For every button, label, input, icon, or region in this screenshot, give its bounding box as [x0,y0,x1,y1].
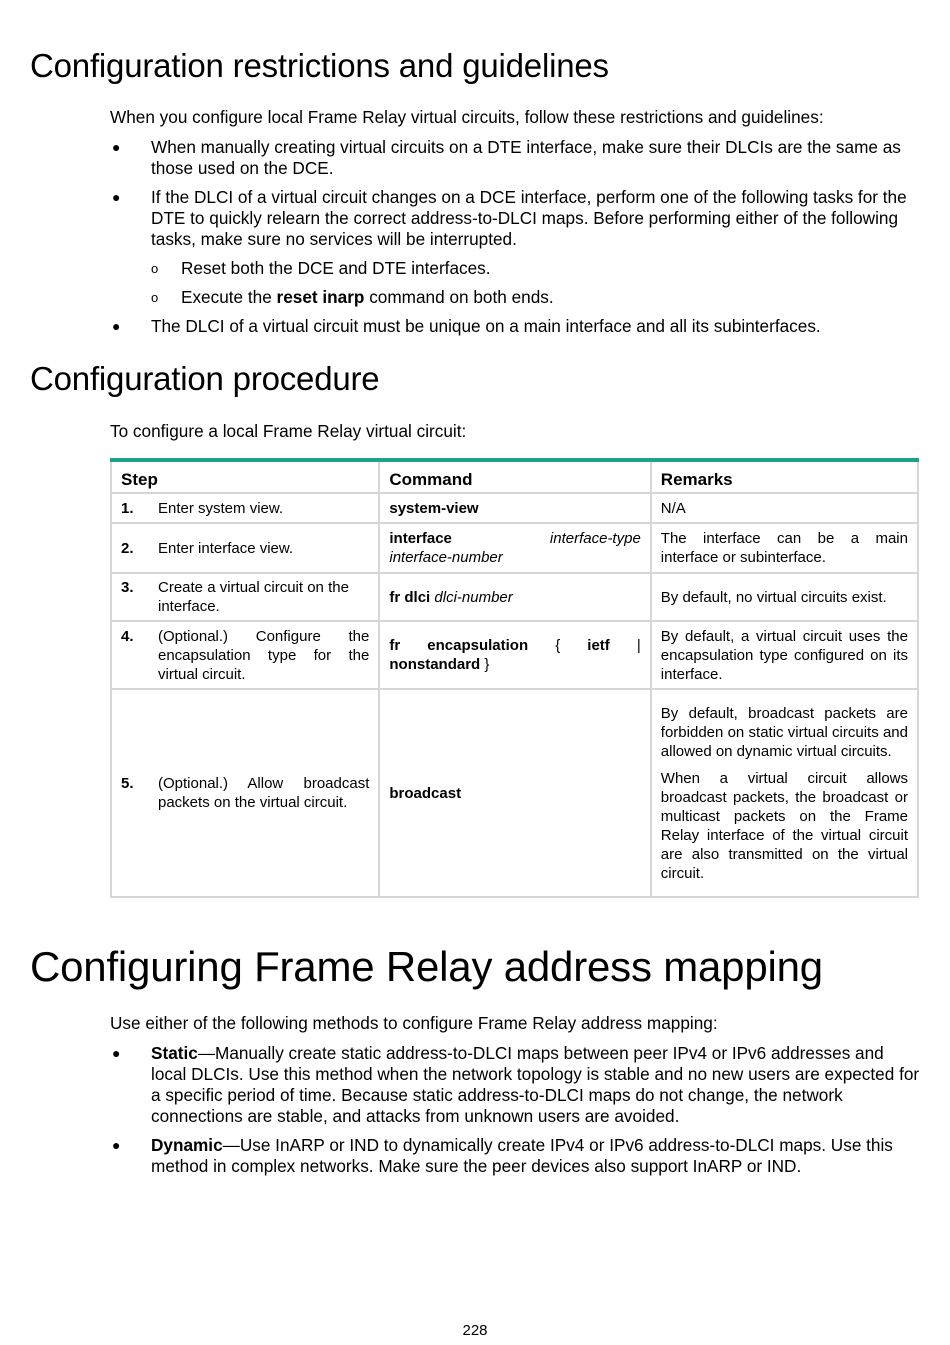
bullet-icon: ● [112,318,121,334]
sub-list [151,258,920,308]
step-cell: 5. (Optional.) Allow broadcast packets on the virtual circuit. [111,689,379,897]
section-title-procedure: Configuration procedure [30,360,380,397]
list-item: ● If the DLCI of a virtual circuit changes on a DCE interface, perform one of the following tasks for the DTE to quickly relearn the correct address-to-DLCI maps. Before performing either of the following tasks, make sure no services will be interrupted. o Reset both the DCE and DTE interfaces. o Execute the reset inarp command on both ends. [110,187,920,308]
sub-list-item: o Reset both the DCE and DTE interfaces. [151,258,491,278]
procedure-intro: To configure a local Frame Relay virtual circuit: [110,421,467,441]
table-row [111,689,918,897]
page-number: 228 [462,1322,488,1339]
circle-bullet-icon: o [151,261,159,276]
bullet-icon: ● [112,1045,121,1061]
command-cell: broadcast [379,689,650,897]
remarks-cell: By default, broadcast packets are forbidden on static virtual circuits and allowed on dynamic virtual circuits. When a virtual circuit allows broadcast packets, the broadcast or multicast packets on the Frame Relay interface of the virtual circuit are also transmitted on the virtual circuit. [651,689,918,897]
section-title-address-mapping: Configuring Frame Relay address mapping [30,943,823,990]
table-row [111,621,918,689]
remarks-cell: The interface can be a main interface or subinterface. [651,523,918,573]
remarks-cell: By default, a virtual circuit uses the encapsulation type configured on its interface. [651,621,918,689]
procedure-table [110,458,919,898]
restrictions-list [110,137,920,345]
header-step: Step [111,460,379,493]
address-mapping-intro: Use either of the following methods to configure Frame Relay address mapping: [110,1013,718,1033]
step-cell: 4. (Optional.) Configure the encapsulation type for the virtual circuit. [111,621,379,689]
arg-interface-type: interface-type [549,530,641,547]
sub-list-item: o Execute the reset inarp command on both ends. [151,287,554,307]
bullet-icon: ● [112,1137,121,1153]
step-cell: 1. Enter system view. [111,493,379,523]
list-item: ● Static—Manually create static address-to-DLCI maps between peer IPv4 or IPv6 addresses and local DLCIs. Use this method when the network topology is stable and no new users are expected for a specific period of time. Because static address-to-DLCI maps do not change, the network connections are stable, and attacks from unknown users are avoided. [112,1043,920,1126]
table-row [111,523,918,573]
table-header-row [111,460,918,493]
list-item: ● When manually creating virtual circuits on a DTE interface, make sure their DLCIs are the same as those used on the DCE. [112,137,901,178]
header-command: Command [379,460,650,493]
section-title-restrictions: Configuration restrictions and guidelines [30,47,609,84]
command-cell: fr dlci dlci-number [379,573,650,621]
header-remarks: Remarks [651,460,918,493]
arg-interface-number: interface-number [389,549,503,566]
step-cell: 3. Create a virtual circuit on the interface. [111,573,379,621]
step-cell: 2. Enter interface view. [111,523,379,573]
remarks-cell: By default, no virtual circuits exist. [651,573,918,621]
command-cell: fr encapsulation { ietf | nonstandard } [379,621,650,689]
command-reset-inarp: reset inarp [276,287,365,307]
bullet-icon: ● [112,139,121,155]
command-cell: system-view [379,493,650,523]
restrictions-intro: When you configure local Frame Relay virtual circuits, follow these restrictions and guidelines: [110,107,824,127]
command-cell: interface interface-type interface-number [379,523,650,573]
table-row [111,493,918,523]
address-mapping-list [110,1043,920,1185]
list-item: ● The DLCI of a virtual circuit must be unique on a main interface and all its subinterfaces. [112,316,821,336]
remarks-cell: N/A [651,493,918,523]
bullet-icon: ● [112,189,121,205]
table-row [111,573,918,621]
circle-bullet-icon: o [151,290,159,305]
list-item: ● Dynamic—Use InARP or IND to dynamically create IPv4 or IPv6 address-to-DLCI maps. Use this method in complex networks. Make sure the peer devices also support InARP or IND. [112,1135,893,1176]
